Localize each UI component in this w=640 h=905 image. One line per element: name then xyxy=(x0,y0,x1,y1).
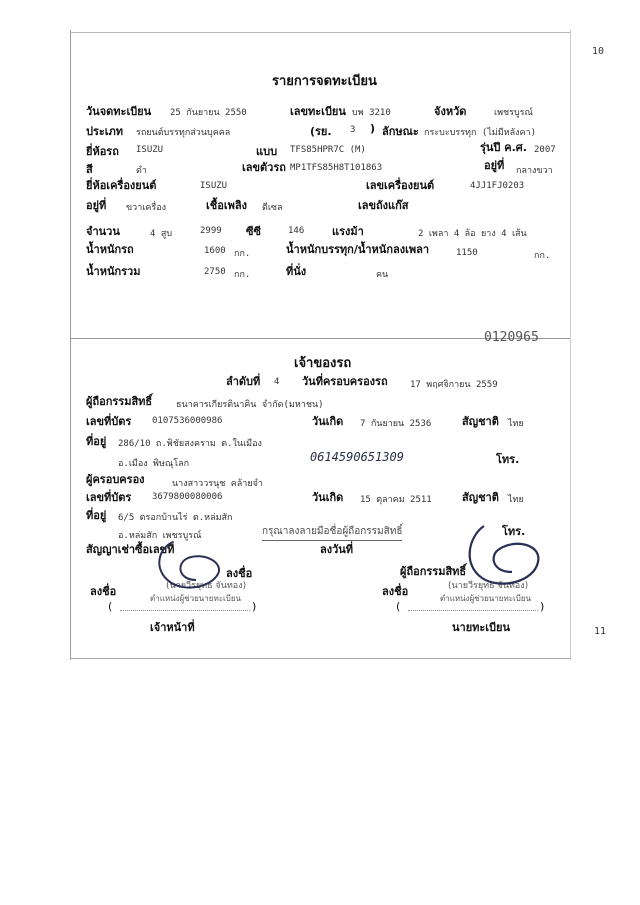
total-label: น้ำหนักรวม xyxy=(86,265,141,278)
cc-label: ซีซี xyxy=(246,225,261,238)
stamp-left-sub: ตำแหน่งผู้ช่วยนายทะเบียน xyxy=(150,594,241,603)
count-label: จำนวน xyxy=(86,225,120,238)
page-number-bottom: 11 xyxy=(594,626,607,637)
birth2-value: 15 ตุลาคม 2511 xyxy=(360,495,432,505)
weight-value: 1600 xyxy=(204,246,226,256)
paren-open-left: ( xyxy=(108,600,113,613)
stamp-right-sub: ตำแหน่งผู้ช่วยนายทะเบียน xyxy=(440,594,531,603)
nation-label: สัญชาติ xyxy=(462,415,499,428)
top-border xyxy=(70,32,570,33)
total-unit: กก. xyxy=(234,270,251,280)
reg-no-label: เลขทะเบียน xyxy=(290,105,346,118)
weight-unit: กก. xyxy=(234,249,251,259)
seats-unit: คน xyxy=(376,270,389,280)
engine-loc-value: ขวาเครื่อง xyxy=(126,203,166,213)
hp-label: แรงม้า xyxy=(332,225,364,238)
possessor-label: ผู้ครอบครอง xyxy=(86,473,145,486)
weight-label: น้ำหนักรถ xyxy=(86,243,134,256)
ry-label: (รย. xyxy=(310,125,332,138)
scan-border-right xyxy=(570,30,571,660)
signature-left xyxy=(148,530,238,600)
possessor-value: นางสาววรนุช คล้ายจำ xyxy=(172,479,263,489)
phone-label: โทร. xyxy=(496,453,520,466)
addr4-value: อ.หล่มสัก เพชรบูรณ์ xyxy=(118,531,202,541)
type-value: รถยนต์บรรทุกส่วนบุคคล xyxy=(136,128,231,138)
year-value: 2007 xyxy=(534,145,556,155)
gas-label: เลขถังแก๊ส xyxy=(358,199,409,212)
reg-date-value: 25 กันยายน 2550 xyxy=(170,108,247,118)
color-value: ดำ xyxy=(136,166,147,176)
brand-value: ISUZU xyxy=(136,145,164,155)
birth-value: 7 กันยายน 2536 xyxy=(360,419,432,429)
handwritten-phone: 0614590651309 xyxy=(310,450,404,464)
sign-label-right: ลงชื่อ xyxy=(382,585,409,598)
cc-value: 2999 xyxy=(200,226,222,236)
fuel-label: เชื้อเพลิง xyxy=(206,199,247,212)
load-label: น้ำหนักบรรทุก/น้ำหนักลงเพลา xyxy=(286,243,430,256)
scan-border-left xyxy=(70,30,71,660)
dotted-line-left xyxy=(120,610,250,611)
engine-brand-label: ยี่ห้อเครื่องยนต์ xyxy=(86,179,157,192)
axle-value: 2 เพลา 4 ล้อ ยาง 4 เส้น xyxy=(418,229,527,239)
addr-label: ที่อยู่ xyxy=(86,435,107,448)
reg-date-label: วันจดทะเบียน xyxy=(86,105,152,118)
rights-holder-value: ธนาคารเกียรตินาคิน จำกัด(มหาชน) xyxy=(176,400,324,410)
possess-date-label: วันที่ครอบครองรถ xyxy=(302,375,388,388)
seq-label: ลำดับที่ xyxy=(226,375,261,388)
addr3-label: ที่อยู่ xyxy=(86,509,107,522)
seats-label: ที่นั่ง xyxy=(286,265,307,278)
page-number-top: 10 xyxy=(592,46,605,57)
id2-label: เลขที่บัตร xyxy=(86,491,132,504)
brand-label: ยี่ห้อรถ xyxy=(86,145,119,158)
stamp-right: (นายวีรยุทธ จันทอง) xyxy=(448,581,529,591)
scan-border-bottom xyxy=(70,658,570,659)
nation2-value: ไทย xyxy=(508,495,524,505)
load-unit: กก. xyxy=(534,251,551,261)
ry-value: 3 xyxy=(350,125,356,135)
sign-label-left: ลงชื่อ xyxy=(90,585,117,598)
registration-title: รายการจดทะเบียน xyxy=(272,74,377,89)
officer-label: เจ้าหน้าที่ xyxy=(150,621,195,634)
note-value: กรุณาลงลายมือชื่อผู้ถือกรรมสิทธิ์ xyxy=(262,524,402,541)
engine-loc-label: อยู่ที่ xyxy=(86,199,107,212)
appearance-label: ลักษณะ xyxy=(382,125,419,138)
load-value: 1150 xyxy=(456,248,478,258)
reg-no-value: บพ 3210 xyxy=(352,108,391,118)
engine-brand-value: ISUZU xyxy=(200,181,228,191)
addr2-value: อ.เมือง พิษณุโลก xyxy=(118,459,190,469)
addr-value: 286/10 ถ.พิชัยสงคราม ต.ในเมือง xyxy=(118,439,262,449)
model-value: TFS85HPR7C (M) xyxy=(290,145,366,155)
hire-date-label: ลงวันที่ xyxy=(320,543,354,556)
birth-label: วันเกิด xyxy=(312,415,344,428)
paren-close-right: ) xyxy=(540,600,545,613)
province-value: เพชรบูรณ์ xyxy=(494,108,533,118)
fuel-value: ดีเซล xyxy=(262,203,283,213)
engine-no-label: เลขเครื่องยนต์ xyxy=(366,179,435,192)
rights-holder-label: ผู้ถือกรรมสิทธิ์ xyxy=(86,395,153,408)
id-value: 0107536000986 xyxy=(152,416,223,426)
province-label: จังหวัด xyxy=(434,105,467,118)
model-label: แบบ xyxy=(256,145,278,158)
sign-label-mid: ลงชื่อ xyxy=(226,567,253,580)
id2-value: 3679800080006 xyxy=(152,492,223,502)
appearance-value: กระบะบรรทุก (ไม่มีหลังคา) xyxy=(424,128,536,138)
hp-value: 146 xyxy=(288,226,305,236)
possess-date-value: 17 พฤศจิกายน 2559 xyxy=(410,380,498,390)
chassis-value: MP1TFS85H8T101863 xyxy=(290,163,383,173)
registrar-label: นายทะเบียน xyxy=(452,621,511,634)
phone2-label: โทร. xyxy=(502,525,526,538)
owner-title: เจ้าของรถ xyxy=(294,356,352,371)
id-label: เลขที่บัตร xyxy=(86,415,132,428)
birth2-label: วันเกิด xyxy=(312,491,344,504)
addr3-value: 6/5 ตรอกบ้านไร่ ต.หล่มสัก xyxy=(118,513,233,523)
chassis-loc-label: อยู่ที่ xyxy=(484,159,505,172)
color-label: สี xyxy=(86,163,93,176)
year-label: รุ่นปี ค.ศ. xyxy=(480,141,527,154)
dotted-line-right xyxy=(408,610,538,611)
paren-close-left: ) xyxy=(252,600,257,613)
total-value: 2750 xyxy=(204,267,226,277)
chassis-label: เลขตัวรถ xyxy=(242,161,286,174)
paren-open-right: ( xyxy=(396,600,401,613)
rights-holder-sig-label: ผู้ถือกรรมสิทธิ์ xyxy=(400,565,467,578)
nation-value: ไทย xyxy=(508,419,524,429)
side-number: 0120965 xyxy=(484,330,539,345)
seq-value: 4 xyxy=(274,377,280,387)
count-value: 4 สูบ xyxy=(150,229,173,239)
engine-no-value: 4JJ1FJ0203 xyxy=(470,181,525,191)
hire-label: สัญญาเช่าซื้อเลขที่ xyxy=(86,543,175,556)
type-label: ประเภท xyxy=(86,125,124,138)
stamp-left: (นายวีรยุทธ จันทอง) xyxy=(166,581,247,591)
ry-close: ) xyxy=(370,122,376,135)
nation2-label: สัญชาติ xyxy=(462,491,499,504)
signature-right xyxy=(454,520,550,596)
chassis-loc-value: กลางขวา xyxy=(516,166,553,176)
